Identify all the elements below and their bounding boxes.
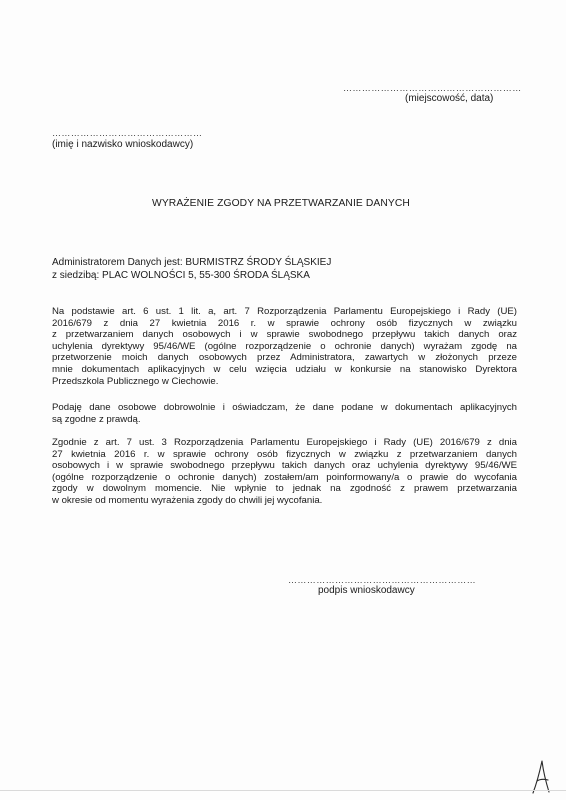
paragraph-line: 2016/679 z dnia 27 kwietnia 2016 r. w sprawie ochrony osób fizycznych w związku <box>52 317 517 329</box>
paragraph-line: 27 kwietnia 2016 r. w sprawie ochrony osób fizycznych w związku z przetwarzaniem danych <box>52 448 517 460</box>
paragraph-line: uchylenia dyrektywy 95/46/WE (ogólne rozporządzenie o ochronie danych) wyrażam zgodę na <box>52 340 517 352</box>
scan-edge-line <box>0 790 566 791</box>
consent-paragraph-3 <box>52 437 517 507</box>
administrator-line: Administratorem Danych jest: BURMISTRZ ŚRODY ŚLĄSKIEJ <box>52 257 332 268</box>
paragraph-line: przetworzenie moich danych osobowych przez Administratora, zawartych w złożonych przeze <box>52 352 517 364</box>
paragraph-line: zgody w dowolnym momencie. Nie wpłynie to jednak na zgodność z prawem przetwarzania <box>52 483 517 495</box>
paragraph-line: Podaję dane osobowe dobrowolnie i oświadczam, że dane podane w dokumentach aplikacyjnych <box>52 402 517 413</box>
applicant-name-dotted-line: ………………………………………… <box>52 128 203 138</box>
place-date-dotted-line: ………………………………………………… <box>343 83 522 93</box>
paragraph-line: są zgodne z prawdą. <box>52 413 141 425</box>
paragraph-line: (ogólne rozporządzenie o ochronie danych) zostałem/am poinformowany/a o prawie do wycofania <box>52 471 517 483</box>
paragraph-line: Przedszkola Publicznego w Ciechowie. <box>52 375 219 387</box>
document-title: WYRAŻENIE ZGODY NA PRZETWARZANIE DANYCH <box>152 198 410 209</box>
paragraph-line: w okresie od momentu wyrażenia zgody do chwili jej wycofania. <box>52 494 323 506</box>
signature-dotted-line: …………………………………………………… <box>288 575 476 585</box>
paragraph-line: osobowych i w sprawie swobodnego przepływu takich danych oraz uchylenia dyrektywy 95/46/WE <box>52 460 517 472</box>
consent-paragraph-2 <box>52 402 517 425</box>
signature-label: podpis wnioskodawcy <box>318 585 415 596</box>
place-date-label: (miejscowość, data) <box>405 93 494 104</box>
paragraph-line: Na podstawie art. 6 ust. 1 lit. a, art. 7 Rozporządzenia Parlamentu Europejskiego i Rady (UE) <box>52 306 517 317</box>
paragraph-line: Zgodnie z art. 7 ust. 3 Rozporządzenia Parlamentu Europejskiego i Rady (UE) 2016/679 z dnia <box>52 437 517 448</box>
applicant-name-label: (imię i nazwisko wnioskodawcy) <box>52 139 194 150</box>
consent-paragraph-1 <box>52 306 517 387</box>
administrator-address-line: z siedzibą: PLAC WOLNOŚCI 5, 55-300 ŚRODA ŚLĄSKA <box>52 270 310 281</box>
paragraph-line: z przetwarzaniem danych osobowych i w sprawie swobodnego przepływu takich danych oraz <box>52 329 517 341</box>
paragraph-line: mnie dokumentach aplikacyjnych w celu wzięcia udziału w konkursie na stanowisko Dyrektora <box>52 363 517 375</box>
